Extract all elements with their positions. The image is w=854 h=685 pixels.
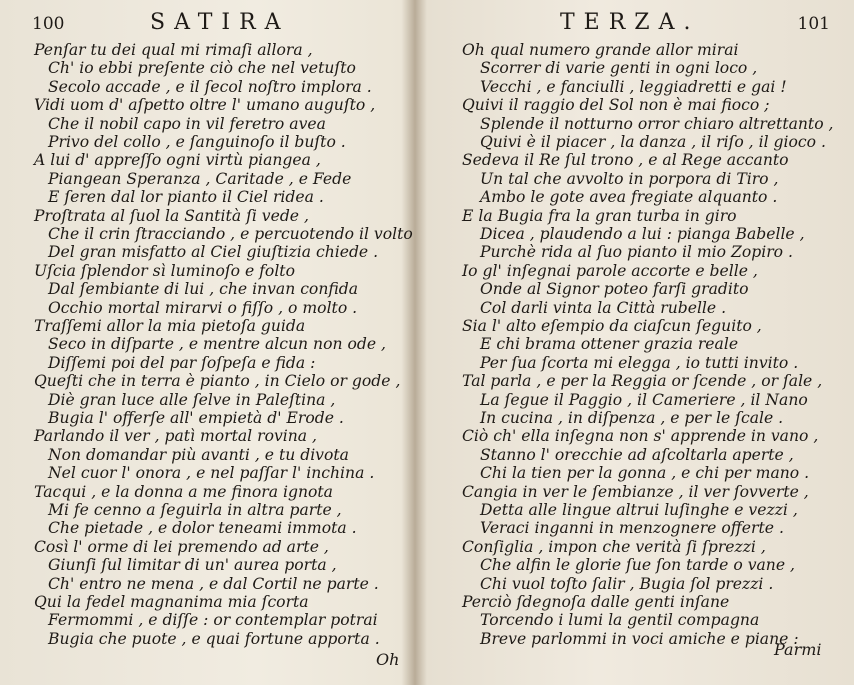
verse-line: Tacqui , e la donna a me finora ignota [34, 482, 333, 501]
verse-line: Veraci inganni in menzognere offerte . [480, 519, 784, 538]
verse-line: Qui la fedel magnanima mia ſcorta [34, 593, 309, 611]
verse-line: Io gl' inſegnai parole accorte e belle , [462, 261, 758, 280]
verse-line: Proſtrata al ſuol la Santità ſi vede , [34, 206, 309, 225]
verse-line: Uſcia ſplendor sì luminoſo e folto [34, 261, 295, 280]
catchword: Oh [376, 650, 400, 669]
verse-line: Conſiglia , impon che verità ſi ſprezzi , [462, 537, 766, 556]
verse-line: Tal parla , e per la Reggia or ſcende , or ſale , [462, 372, 823, 391]
verse-line: Perciò ſdegnoſa dalle genti inſane [462, 593, 730, 611]
verse-line: Ch' entro ne mena , e dal Cortil ne parte . [48, 574, 379, 593]
verse-line: Privo del collo , e ſanguinoſo il buſto . [48, 133, 346, 151]
verse-line: Vecchi , e fanciulli , leggiadretti e gai ! [480, 77, 787, 96]
verse-line: Torcendo i lumi la gentil compagna [480, 611, 760, 630]
verse-line: Giunſi ſul limitar di un' aurea porta , [48, 556, 337, 575]
verse-line: Splende il notturno orror chiaro altrettanto , [480, 114, 834, 133]
verse-line: E ſeren dal lor pianto il Ciel ridea . [48, 188, 324, 207]
verse-line: E la Bugia fra la gran turba in giro [462, 206, 737, 225]
verse-line: Onde al Signor poteo farſi gradito [480, 280, 749, 299]
page-number: 100 [32, 14, 65, 34]
verse-line: Del gran misfatto al Ciel giuſtizia chiede . [48, 243, 379, 262]
left-page [0, 0, 413, 685]
verse-line: Chi la tien per la gonna , e chi per mano . [480, 464, 810, 483]
verse-line: Chi vuol toſto ſalir , Bugia ſol prezzi . [480, 574, 774, 593]
verse-line: Scorrer di varie genti in ogni loco , [480, 59, 758, 78]
verse-line: In cucina , in diſpenza , e per le ſcale . [480, 409, 784, 427]
verse-line: A lui d' appreſſo ogni virtù piangea , [34, 151, 321, 170]
verse-line: La ſegue il Paggio , il Cameriere , il Nano [480, 390, 808, 409]
verse-line: Piangean Speranza , Caritade , e Fede [48, 169, 352, 188]
verse-line: Che il crin ſtracciando , e percuotendo il volto [48, 225, 413, 243]
verse-line: Parlando il ver , patì mortal rovina , [34, 427, 318, 446]
verse-line: Ch' io ebbi preſente ciò che nel vetuſto [48, 59, 356, 78]
verse-line: Dal ſembiante di lui , che invan confida [48, 280, 359, 299]
verse-line: Queſti che in terra è pianto , in Cielo or gode , [34, 372, 401, 391]
verse-line: Ciò ch' ella inſegna non s' apprende in vano , [462, 427, 819, 446]
running-head: SATIRA [150, 10, 290, 35]
verse-line: Per ſua ſcorta mi elegga , io tutti invito . [480, 353, 799, 372]
verse-line: Secolo accade , e il ſecol noſtro implora . [48, 77, 372, 96]
verse-line: Non domandar più avanti , e tu divota [48, 445, 349, 464]
verse-line: Nel cuor l' onora , e nel paſſar l' inchina . [48, 464, 375, 483]
verse-line: Diè gran luce alle ſelve in Paleſtina , [48, 390, 336, 409]
verse-line: Ambo le gote avea fregiate alquanto . [480, 188, 778, 207]
verse-line: Bugia l' offerſe all' empietà d' Erode . [48, 409, 344, 427]
verse-line: Dicea , plaudendo a lui : pianga Babelle , [480, 225, 805, 243]
verse-line: Così l' orme di lei premendo ad arte , [34, 537, 329, 556]
running-head: TERZA. [560, 10, 700, 35]
verse-line: Oh qual numero grande allor mirai [462, 41, 739, 59]
verse-line: Quivi è il piacer , la danza , il riſo , il gioco . [480, 133, 826, 151]
verse-line: Quivi il raggio del Sol non è mai fioco ; [462, 96, 770, 115]
verse-line: Col darli vinta la Città rubelle . [480, 298, 727, 317]
verse-line: Che alfin le glorie ſue ſon tarde o vane , [480, 556, 795, 575]
verse-line: Un tal che avvolto in porpora di Tiro , [480, 169, 779, 188]
verse-line: Fermommi , e diſſe : or contemplar potrai [48, 611, 378, 630]
page-number: 101 [797, 14, 830, 34]
verse-line: Bugia che puote , e quai fortune apporta . [48, 629, 380, 648]
verse-line: Stanno l' orecchie ad aſcoltarla aperte , [480, 445, 794, 464]
verse-line: Seco in diſparte , e mentre alcun non ode , [48, 335, 386, 354]
verse-line: Penſar tu dei qual mi rimaſi allora , [34, 41, 313, 59]
verse-line: Breve parlommi in voci amiche e piane : [480, 629, 799, 648]
verse-line: Sia l' alto eſempio da ciaſcun ſeguito , [462, 317, 762, 335]
verse-line: Che pietade , e dolor teneami immota . [48, 519, 357, 538]
right-page [418, 0, 854, 685]
verse-line: Detta alle lingue altrui luſinghe e vezzi , [480, 501, 798, 519]
verse-line: Mi fe cenno a ſeguirla in altra parte , [48, 501, 342, 519]
verse-line: Traſſemi allor la mia pietoſa guida [34, 317, 306, 335]
verse-line: Sedeva il Re ſul trono , e al Rege accanto [462, 151, 789, 170]
verse-line: Che il nobil capo in vil feretro avea [48, 114, 326, 133]
verse-line: Purchè rida al ſuo pianto il mio Zopiro . [480, 243, 793, 262]
catchword: Parmi [774, 640, 822, 659]
verse-line: Diſſemi poi del par ſoſpeſa e fida : [48, 353, 316, 372]
verse-line: Vidi uom d' aſpetto oltre l' umano auguſto , [34, 96, 376, 115]
verse-line: Cangia in ver le ſembianze , il ver ſovverte , [462, 482, 809, 501]
verse-line: E chi brama ottener grazia reale [480, 335, 739, 354]
verse-line: Occhio mortal mirarvi o fiſſo , o molto . [48, 298, 358, 317]
